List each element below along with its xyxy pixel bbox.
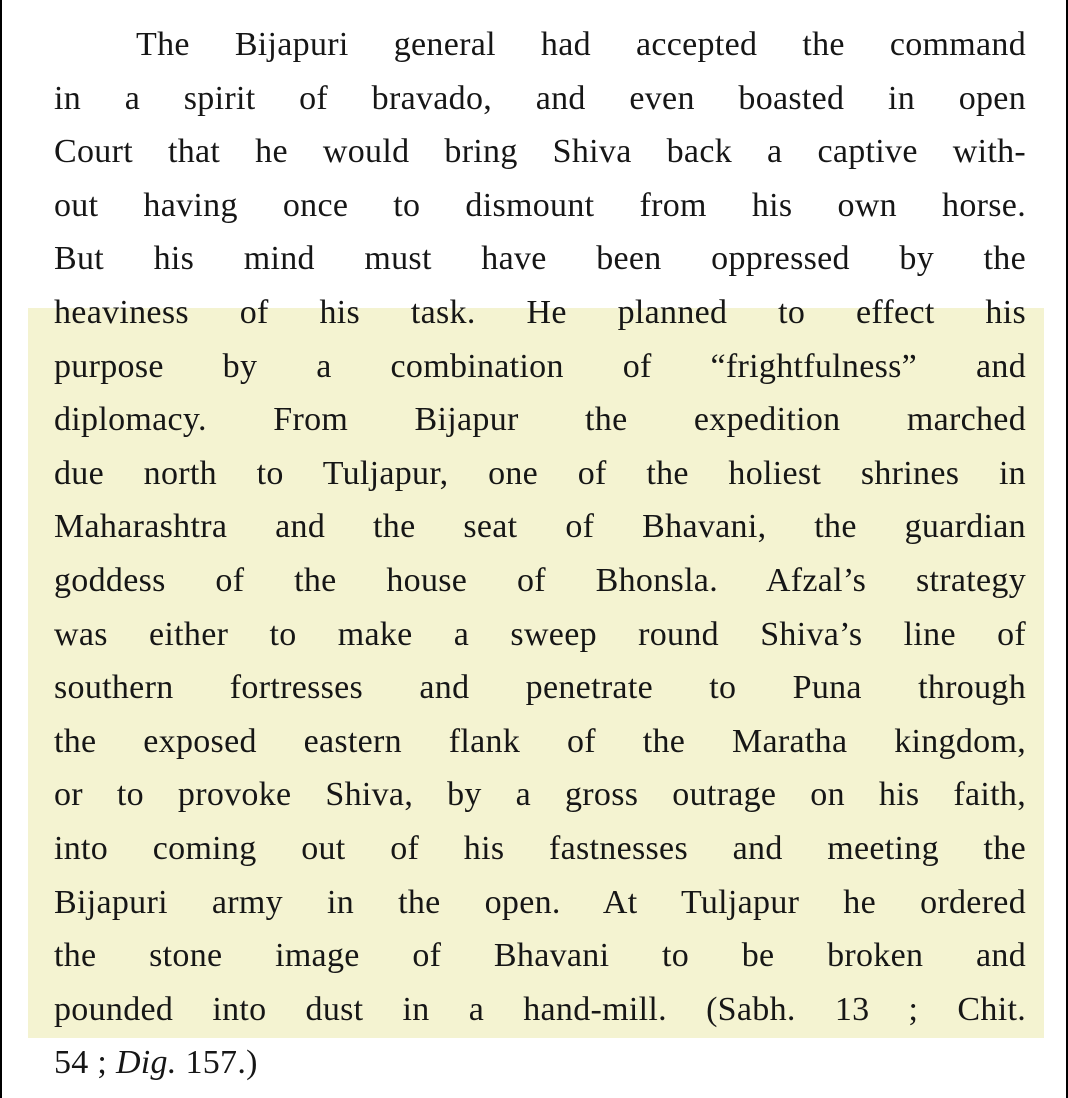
text-line: But his mind must have been oppressed by the xyxy=(54,240,1026,278)
paragraph xyxy=(54,18,1026,1090)
text-line: or to provoke Shiva, by a gross outrage on his faith, xyxy=(54,776,1026,814)
text-line: goddess of the house of Bhonsla. Afzal’s strategy xyxy=(54,561,1026,599)
text-line: was either to make a sweep round Shiva’s line of xyxy=(54,615,1026,653)
text-line-final xyxy=(54,1036,1026,1090)
text-line: due north to Tuljapur, one of the holiest shrines in xyxy=(54,454,1026,492)
text-line: diplomacy. From Bijapur the expedition marched xyxy=(54,401,1026,439)
text-line: pounded into dust in a hand-mill. (Sabh. 13 ; Chit. xyxy=(54,990,1026,1028)
text-line: purpose by a combination of “frightfulness” and xyxy=(54,347,1026,385)
text-line: in a spirit of bravado, and even boasted in open xyxy=(54,79,1026,117)
text-line: the exposed eastern flank of the Maratha kingdom, xyxy=(54,722,1026,760)
citation-italic: Dig. xyxy=(115,1044,177,1082)
text-line: The Bijapuri general had accepted the command xyxy=(136,26,1026,63)
text-line: heaviness of his task. He planned to effect his xyxy=(54,293,1026,331)
text-line: the stone image of Bhavani to be broken and xyxy=(54,937,1026,975)
text-line: Bijapuri army in the open. At Tuljapur he ordered xyxy=(54,883,1026,921)
text-line: out having once to dismount from his own horse. xyxy=(54,186,1026,224)
citation-suffix: 157.) xyxy=(176,1044,258,1082)
text-line: Court that he would bring Shiva back a captive with- xyxy=(54,133,1026,171)
text-line: Maharashtra and the seat of Bhavani, the guardian xyxy=(54,508,1026,546)
text-line: into coming out of his fastnesses and meeting the xyxy=(54,829,1026,867)
text-line: southern fortresses and penetrate to Puna through xyxy=(54,669,1026,707)
citation-prefix: 54 ; xyxy=(54,1044,116,1082)
